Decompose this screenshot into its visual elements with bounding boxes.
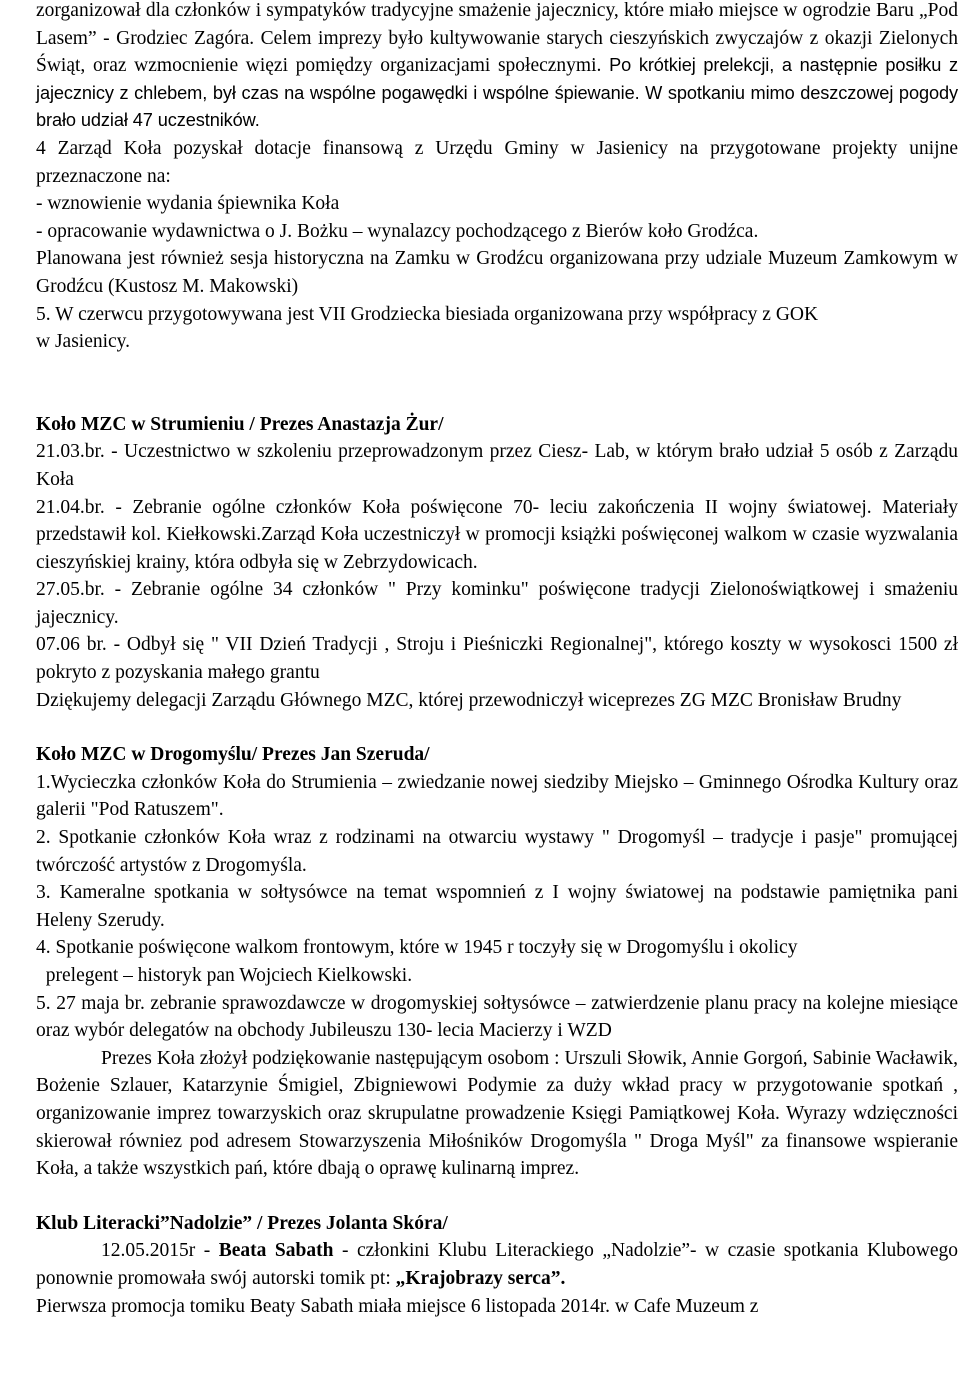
event-2: 21.04.br. - Zebranie ogólne członków Koła poświęcone 70- leciu zakończenia II wojny światowej. Materiały przedstawił kol. Kiełkowski.Zarząd Koła uczestniczył w promocji książki poświęconej walkom w czasie wyzwalania cieszyńskiej krainy, która odbyła się w Zebrzydowicach. (36, 496, 958, 573)
spacer (36, 1183, 958, 1210)
intro-text-sans: Po krótkiej prelekcji, a następnie posiłku z jajecznicy z chlebem, był czas na wspólne pogawędki i wspólne śpiewanie. (36, 55, 958, 103)
item-1: 1.Wycieczka członków Koła do Strumienia – zwiedzanie nowej siedziby Miejsko – Gminnego Ośrodka Kultury oraz galerii "Pod Ratuszem". (36, 771, 958, 821)
item-4: 4. Spotkanie poświęcone walkom frontowym, które w 1945 r toczyły się w Drogomyślu i okolicy (36, 937, 798, 959)
intro-paragraph (36, 0, 958, 135)
event-3: 27.05.br. - Zebranie ogólne 34 członków " Przy kominku" poświęcone tradycji Zielonoświątkowej i smażeniu jajecznicy. (36, 579, 958, 628)
thanks-paragraph: Prezes Koła złożył podziękowanie następującym osobom : Urszuli Słowik, Annie Gorgoń, Sabinie Wacławik, Bożenie Szlauer, Katarzynie Śmigiel, Zbigniewowi Podymie za duży wkład pracy w przygotowanie spotkań , organizowanie imprez towarzyskich oraz skrupulatne prowadzenie Księgi Pamiątkowej Koła. Wyrazy wdzięczności skierował równiez pod adresem Stowarzyszenia Miłośników Drogomyśla " Droga Myśl" za finansowe wspieranie Koła, a także wszystkich pań, które dbają o oprawę kulinarną imprez. (36, 1047, 958, 1180)
intro-text: zorganizował dla członków i sympatyków tradycyjne smażenie jajecznicy, które miało miejsce w ogrodzie Baru „Pod Lasem” - Grodziec Zagóra. Celem imprezy było kultywowanie starych cieszyńskich zwyczajów z okazji Zielonych Świąt, oraz wzmocnienie więzi pomiędzy organizacjami społecznymi. (36, 0, 958, 77)
document-page (36, 0, 958, 1320)
spacer (36, 714, 958, 741)
book-title: „Krajobrazy serca”. (395, 1267, 566, 1289)
section-heading-drogomysl: Koło MZC w Drogomyślu/ Prezes Jan Szeruda/ (36, 744, 430, 766)
point-4-item-2: - opracowanie wydawnictwa o J. Bożku – wynalazcy pochodzącego z Bierów koło Grodźca. (36, 220, 759, 242)
section-heading-strumien: Koło MZC w Strumieniu / Prezes Anastazja Żur/ (36, 413, 444, 435)
point-4-item-1: - wznowienie wydania śpiewnika Koła (36, 193, 340, 215)
point-4-more: Planowana jest również sesja historyczna na Zamku w Grodźcu organizowana przy udziale Muzeum Zamkowym w Grodźcu (Kustosz M. Makowski) (36, 248, 958, 297)
point-4: 4 Zarząd Koła pozyskał dotacje finansową z Urzędu Gminy w Jasienicy na przygotowane projekty unijne przeznaczone na: (36, 137, 958, 187)
event-5: Dziękujemy delegacji Zarządu Głównego MZC, której przewodniczył wiceprezes ZG MZC Bronisław Brudny (36, 689, 902, 711)
item-3: 3. Kameralne spotkania w sołtysówce na temat wspomnień z I wojny światowej na podstawie pamiętnika pani Heleny Szerudy. (36, 882, 958, 931)
event-4: 07.06 br. - Odbył się " VII Dzień Tradycji , Stroju i Pieśniczki Regionalnej", którego koszty w wysokosci 1500 zł pokryto z pozyskania małego grantu (36, 634, 958, 684)
klub-date: 12.05.2015r - (101, 1240, 219, 1262)
klub-paragraph (36, 1237, 958, 1292)
item-4-cont: prelegent – historyk pan Wojciech Kielkowski. (36, 965, 413, 986)
point-5: 5. W czerwcu przygotowywana jest VII Grodziecka biesiada organizowana przy współpracy z GOK (36, 303, 819, 325)
author-name: Beata Sabath (218, 1240, 334, 1262)
intro-text-end: W spotkaniu mimo deszczowej pogody brało udział 47 uczestników. (36, 82, 959, 131)
item-5: 5. 27 maja br. zebranie sprawozdawcze w drogomyskiej sołtysówce – zatwierdzenie planu pracy na kolejne miesiące oraz wybór delegatów na obchody Jubileuszu 130- lecia Macierzy i WZD (36, 992, 958, 1042)
klub-text: - członkini Klubu Literackiego „Nadolzie”- w czasie spotkania Klubowego ponownie promowała swój autorski tomik pt: (36, 1240, 959, 1289)
klub-paragraph-2: Pierwsza promocja tomiku Beaty Sabath miała miejsce 6 listopada 2014r. w Cafe Muzeum z (36, 1295, 759, 1317)
event-1: 21.03.br. - Uczestnictwo w szkoleniu przeprowadzonym przez Ciesz- Lab, w którym brało udział 5 osób z Zarządu Koła (36, 441, 958, 490)
point-5-cont: w Jasienicy. (36, 331, 131, 353)
spacer (36, 356, 958, 411)
section-heading-klub: Klub Literacki”Nadolzie” / Prezes Jolanta Skóra/ (36, 1212, 448, 1234)
item-2: 2. Spotkanie członków Koła wraz z rodzinami na otwarciu wystawy " Drogomyśl – tradycje i pasje" promującej twórczość artystów z Drogomyśla. (36, 827, 958, 876)
